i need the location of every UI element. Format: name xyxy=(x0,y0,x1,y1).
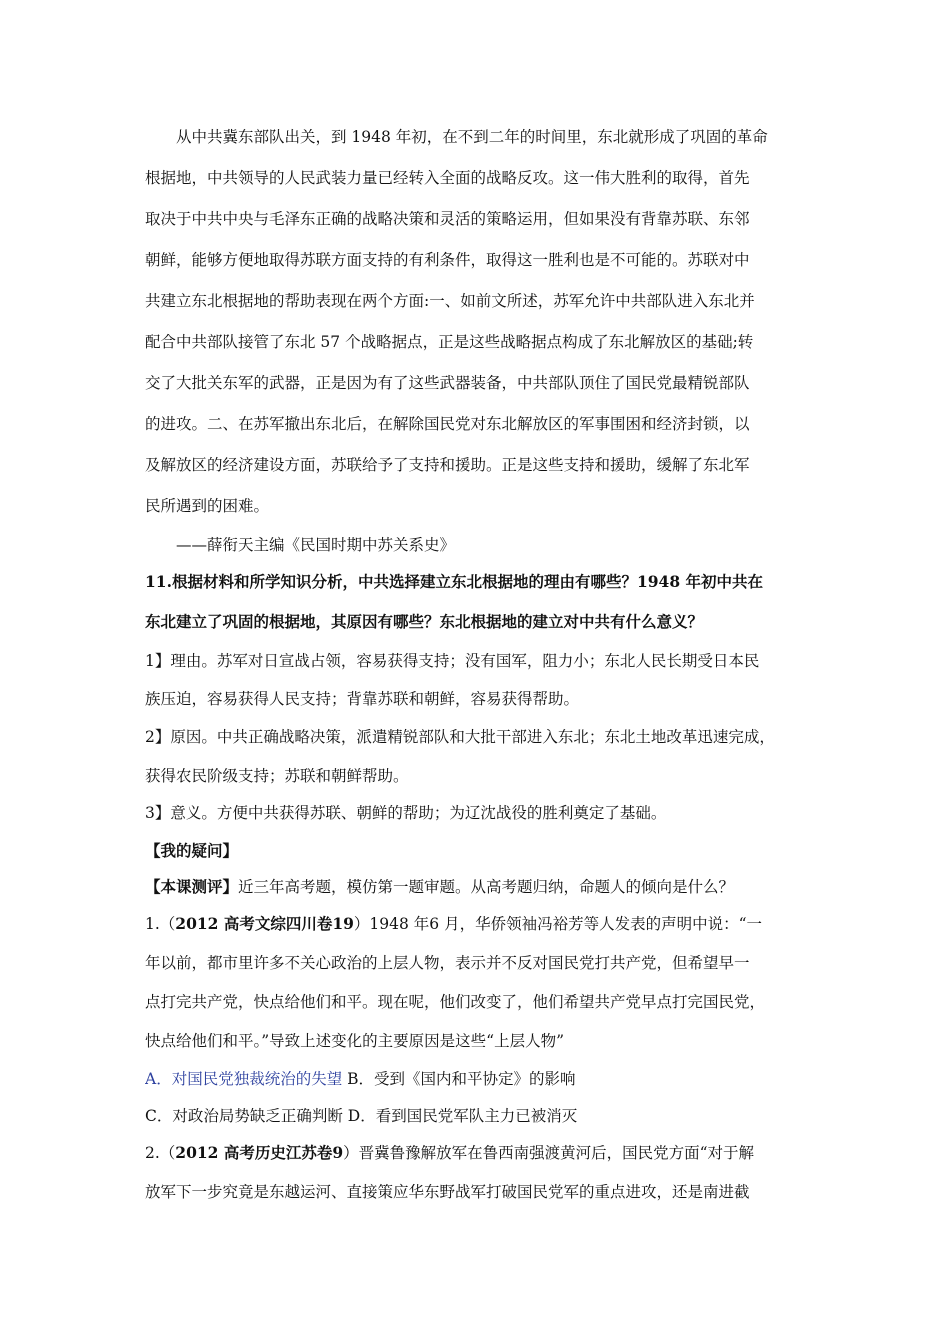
answer-1-line: 族压迫，容易获得人民支持；背靠苏联和朝鲜，容易获得帮助。 xyxy=(145,690,580,708)
question-1-line: 年以前，都市里许多不关心政治的上层人物，表示并不反对国民党打共产党，但希望早一 xyxy=(145,954,750,972)
passage-line: 共建立东北根据地的帮助表现在两个方面:一、如前文所述，苏军允许中共部队进入东北并 xyxy=(145,292,755,310)
question-2-source: 2012 高考历史江苏卷9 xyxy=(175,1143,344,1162)
question-1-line: 点打完共产党，快点给他们和平。现在呢，他们改变了，他们希望共产党早点打完国民党， xyxy=(145,993,766,1011)
answer-2-line: 获得农民阶级支持；苏联和朝鲜帮助。 xyxy=(145,767,409,785)
passage-line: 朝鲜，能够方便地取得苏联方面支持的有利条件，取得这一胜利也是不可能的。苏联对中 xyxy=(145,251,750,269)
passage-line: 取决于中共中央与毛泽东正确的战略决策和灵活的策略运用，但如果没有背靠苏联、东邻 xyxy=(145,210,750,228)
passage-line: 根据地，中共领导的人民武装力量已经转入全面的战略反攻。这一伟大胜利的取得，首先 xyxy=(145,169,750,187)
test-section xyxy=(145,877,815,897)
test-intro: 近三年高考题，模仿第一题审题。从高考题归纳，命题人的倾向是什么？ xyxy=(238,878,735,896)
my-questions-heading: 【我的疑问】 xyxy=(145,841,239,860)
answer-1-line: 1】理由。苏军对日宣战占领，容易获得支持；没有国军，阻力小；东北人民长期受日本民 xyxy=(145,652,760,670)
test-heading: 【本课测评】 xyxy=(145,877,239,896)
passage-line: 配合中共部队接管了东北 57 个战略据点，正是这些战略据点构成了东北解放区的基础;转 xyxy=(145,333,754,351)
question-1-line: 快点给他们和平。”导致上述变化的主要原因是这些“上层人物” xyxy=(145,1032,565,1050)
question-2-line xyxy=(145,1143,815,1163)
passage-line: 民所遇到的困难。 xyxy=(145,497,270,515)
question-2-line: 放军下一步究竟是东越运河、直接策应华东野战军打破国民党军的重点进攻，还是南进截 xyxy=(145,1183,750,1201)
question-1-line xyxy=(145,914,815,934)
question-1-source: 2012 高考文综四川卷19 xyxy=(175,914,354,933)
option-b: B．受到《国内和平协定》的影响 xyxy=(342,1070,576,1088)
question-1-text: ）1948 年6 月，华侨领袖冯裕芳等人发表的声明中说：“一 xyxy=(353,915,762,933)
question-11-line: 东北建立了巩固的根据地，其原因有哪些？东北根据地的建立对中共有什么意义？ xyxy=(145,612,704,631)
passage-line: 从中共冀东部队出关，到 1948 年初，在不到二年的时间里，东北就形成了巩固的革命 xyxy=(176,128,768,146)
question-2-text: ）晋冀鲁豫解放军在鲁西南强渡黄河后，国民党方面“对于解 xyxy=(343,1144,755,1162)
question-1-options-ab xyxy=(145,1069,815,1089)
passage-source: ——薛衔天主编《民国时期中苏关系史》 xyxy=(176,536,456,554)
option-d: D．看到国民党军队主力已被消灭 xyxy=(342,1107,578,1125)
question-1-options-cd xyxy=(145,1106,815,1126)
answer-2-line: 2】原因。中共正确战略决策，派遣精锐部队和大批干部进入东北；东北土地改革迅速完成， xyxy=(145,728,775,746)
answer-3-line: 3】意义。方便中共获得苏联、朝鲜的帮助；为辽沈战役的胜利奠定了基础。 xyxy=(145,804,667,822)
question-2-prefix: 2.（ xyxy=(145,1144,176,1162)
question-11-line: 11.根据材料和所学知识分析，中共选择建立东北根据地的理由有哪些？1948 年初中共在 xyxy=(145,572,764,591)
passage-line: 交了大批关东军的武器，正是因为有了这些武器装备，中共部队顶住了国民党最精锐部队 xyxy=(145,374,750,392)
question-1-prefix: 1.（ xyxy=(145,915,176,933)
passage-line: 及解放区的经济建设方面，苏联给予了支持和援助。正是这些支持和援助，缓解了东北军 xyxy=(145,456,750,474)
passage-line: 的进攻。二、在苏军撤出东北后，在解除国民党对东北解放区的军事围困和经济封锁，以 xyxy=(145,415,750,433)
option-a: A．对国民党独裁统治的失望 xyxy=(145,1070,343,1088)
option-c: C．对政治局势缺乏正确判断 xyxy=(145,1107,343,1125)
